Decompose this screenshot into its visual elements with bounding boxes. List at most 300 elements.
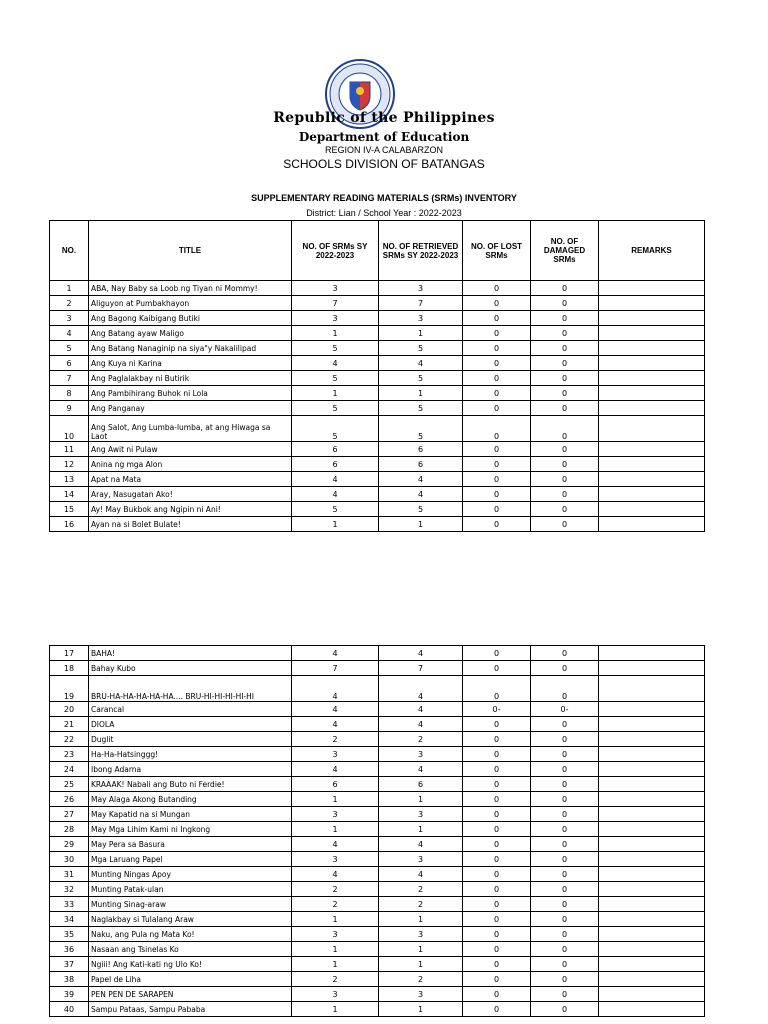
row-srms: 1 (292, 386, 379, 401)
row-lost: 0 (463, 867, 531, 882)
row-lost: 0 (463, 386, 531, 401)
row-title: Ayan na si Bolet Bulate! (89, 517, 292, 532)
row-srms: 4 (292, 867, 379, 882)
row-lost: 0 (463, 472, 531, 487)
row-damaged: 0 (531, 311, 599, 326)
row-srms: 3 (292, 807, 379, 822)
row-remarks (599, 457, 705, 472)
table-row (50, 517, 705, 532)
row-number: 30 (50, 852, 89, 867)
row-remarks (599, 927, 705, 942)
table-row (50, 661, 705, 676)
row-number: 5 (50, 341, 89, 356)
row-srms: 3 (292, 311, 379, 326)
division-header: SCHOOLS DIVISION OF BATANGAS (283, 157, 485, 171)
row-srms: 4 (292, 356, 379, 371)
row-srms: 2 (292, 882, 379, 897)
row-remarks (599, 762, 705, 777)
row-retrieved: 6 (379, 442, 463, 457)
row-remarks (599, 646, 705, 661)
row-title: May Kapatid na si Mungan (89, 807, 292, 822)
row-damaged: 0 (531, 517, 599, 532)
table-row (50, 957, 705, 972)
row-lost: 0 (463, 732, 531, 747)
row-remarks (599, 356, 705, 371)
row-number: 37 (50, 957, 89, 972)
row-retrieved: 1 (379, 517, 463, 532)
row-retrieved: 3 (379, 927, 463, 942)
row-title: Nasaan ang Tsinelas Ko (89, 942, 292, 957)
row-lost: 0 (463, 676, 531, 702)
row-retrieved: 3 (379, 852, 463, 867)
row-number: 22 (50, 732, 89, 747)
row-number: 38 (50, 972, 89, 987)
row-damaged: 0 (531, 897, 599, 912)
row-title: Sampu Pataas, Sampu Pababa (89, 1002, 292, 1017)
row-number: 27 (50, 807, 89, 822)
row-number: 16 (50, 517, 89, 532)
row-remarks (599, 341, 705, 356)
row-number: 2 (50, 296, 89, 311)
table-row (50, 472, 705, 487)
row-srms: 4 (292, 702, 379, 717)
row-remarks (599, 517, 705, 532)
table-row (50, 702, 705, 717)
row-damaged: 0 (531, 717, 599, 732)
row-srms: 5 (292, 502, 379, 517)
row-number: 9 (50, 401, 89, 416)
table-row (50, 676, 705, 702)
republic-header: Republic of the Philippines (273, 110, 495, 126)
region-header: REGION IV-A CALABARZON (324, 145, 444, 155)
row-srms: 4 (292, 487, 379, 502)
table-row (50, 882, 705, 897)
row-srms: 5 (292, 341, 379, 356)
row-title: May Pera sa Basura (89, 837, 292, 852)
row-retrieved: 4 (379, 356, 463, 371)
row-retrieved: 1 (379, 957, 463, 972)
row-srms: 1 (292, 912, 379, 927)
row-retrieved: 1 (379, 792, 463, 807)
row-title: Apat na Mata (89, 472, 292, 487)
row-title: Ang Salot, Ang Lumba-lumba, at ang Hiwaga sa Laot (89, 416, 292, 442)
row-lost: 0 (463, 1002, 531, 1017)
row-title: Aliguyon at Pumbakhayon (89, 296, 292, 311)
row-damaged: 0 (531, 987, 599, 1002)
row-number: 23 (50, 747, 89, 762)
row-retrieved: 4 (379, 867, 463, 882)
table-row (50, 1002, 705, 1017)
row-number: 35 (50, 927, 89, 942)
row-title: KRAAAK! Nabali ang Buto ni Ferdie! (89, 777, 292, 792)
row-remarks (599, 281, 705, 296)
row-title: Naglakbay si Tulalang Araw (89, 912, 292, 927)
row-retrieved: 7 (379, 661, 463, 676)
table-row (50, 311, 705, 326)
row-lost: 0 (463, 957, 531, 972)
row-remarks (599, 867, 705, 882)
row-lost: 0 (463, 777, 531, 792)
row-title: Aray, Nasugatan Ako! (89, 487, 292, 502)
row-damaged: 0 (531, 762, 599, 777)
row-srms: 2 (292, 972, 379, 987)
row-lost: 0 (463, 882, 531, 897)
table-row (50, 987, 705, 1002)
row-remarks (599, 661, 705, 676)
row-lost: 0 (463, 502, 531, 517)
row-remarks (599, 326, 705, 341)
row-srms: 1 (292, 326, 379, 341)
table-row (50, 912, 705, 927)
row-damaged: 0 (531, 371, 599, 386)
row-lost: 0 (463, 646, 531, 661)
row-retrieved: 4 (379, 762, 463, 777)
row-remarks (599, 777, 705, 792)
row-title: Ang Kuya ni Karina (89, 356, 292, 371)
row-lost: 0 (463, 517, 531, 532)
row-title: Ha-Ha-Hatsinggg! (89, 747, 292, 762)
row-damaged: 0 (531, 792, 599, 807)
row-retrieved: 6 (379, 777, 463, 792)
table-row (50, 502, 705, 517)
row-lost: 0 (463, 326, 531, 341)
row-title: Munting Patak-ulan (89, 882, 292, 897)
row-lost: 0 (463, 371, 531, 386)
row-title: Ang Awit ni Pulaw (89, 442, 292, 457)
row-lost: 0 (463, 822, 531, 837)
row-title: Mga Laruang Papel (89, 852, 292, 867)
row-number: 28 (50, 822, 89, 837)
row-title: Carancal (89, 702, 292, 717)
row-damaged: 0- (531, 702, 599, 717)
row-damaged: 0 (531, 416, 599, 442)
row-retrieved: 5 (379, 401, 463, 416)
row-title: PEN PEN DE SARAPEN (89, 987, 292, 1002)
col-header-lost: NO. OF LOST SRMs (463, 221, 531, 281)
row-damaged: 0 (531, 1002, 599, 1017)
row-title: Munting Ningas Apoy (89, 867, 292, 882)
row-lost: 0 (463, 296, 531, 311)
row-srms: 3 (292, 927, 379, 942)
row-damaged: 0 (531, 852, 599, 867)
table-row (50, 401, 705, 416)
row-remarks (599, 882, 705, 897)
row-number: 18 (50, 661, 89, 676)
row-remarks (599, 837, 705, 852)
row-title: Bahay Kubo (89, 661, 292, 676)
row-srms: 4 (292, 837, 379, 852)
row-remarks (599, 676, 705, 702)
row-title: Ang Pambihirang Buhok ni Lola (89, 386, 292, 401)
row-damaged: 0 (531, 732, 599, 747)
row-srms: 4 (292, 762, 379, 777)
row-title: BAHA! (89, 646, 292, 661)
row-remarks (599, 472, 705, 487)
table-body-page1 (50, 281, 705, 532)
row-retrieved: 7 (379, 296, 463, 311)
table-row (50, 457, 705, 472)
row-number: 14 (50, 487, 89, 502)
row-title: Ang Panganay (89, 401, 292, 416)
row-lost: 0 (463, 661, 531, 676)
table-row (50, 326, 705, 341)
row-number: 25 (50, 777, 89, 792)
row-number: 29 (50, 837, 89, 852)
row-srms: 1 (292, 792, 379, 807)
row-title: Ngiii! Ang Kati-kati ng Ulo Ko! (89, 957, 292, 972)
row-number: 7 (50, 371, 89, 386)
row-remarks (599, 702, 705, 717)
row-srms: 6 (292, 442, 379, 457)
row-lost: 0 (463, 281, 531, 296)
row-srms: 3 (292, 987, 379, 1002)
row-retrieved: 1 (379, 326, 463, 341)
row-remarks (599, 732, 705, 747)
row-lost: 0 (463, 457, 531, 472)
row-srms: 2 (292, 732, 379, 747)
row-retrieved: 4 (379, 646, 463, 661)
row-number: 1 (50, 281, 89, 296)
row-retrieved: 3 (379, 281, 463, 296)
document-title: SUPPLEMENTARY READING MATERIALS (SRMs) INVENTORY (251, 193, 517, 203)
row-srms: 3 (292, 747, 379, 762)
table-row (50, 296, 705, 311)
row-damaged: 0 (531, 777, 599, 792)
row-number: 12 (50, 457, 89, 472)
row-damaged: 0 (531, 972, 599, 987)
row-number: 4 (50, 326, 89, 341)
row-remarks (599, 987, 705, 1002)
table-row (50, 762, 705, 777)
row-title: Ang Batang Nanaginip na siya"y Nakalilipad (89, 341, 292, 356)
row-srms: 6 (292, 457, 379, 472)
table-row (50, 281, 705, 296)
row-remarks (599, 852, 705, 867)
row-retrieved: 1 (379, 386, 463, 401)
row-damaged: 0 (531, 646, 599, 661)
row-remarks (599, 792, 705, 807)
row-remarks (599, 296, 705, 311)
row-retrieved: 2 (379, 897, 463, 912)
row-retrieved: 5 (379, 341, 463, 356)
table-row (50, 942, 705, 957)
row-retrieved: 2 (379, 732, 463, 747)
table-row (50, 777, 705, 792)
row-damaged: 0 (531, 386, 599, 401)
row-remarks (599, 957, 705, 972)
table-row (50, 442, 705, 457)
col-header-title: TITLE (89, 221, 292, 281)
document-subtitle: District: Lian / School Year : 2022-2023 (306, 208, 462, 218)
table-row (50, 972, 705, 987)
row-remarks (599, 822, 705, 837)
row-srms: 5 (292, 371, 379, 386)
row-retrieved: 4 (379, 702, 463, 717)
row-lost: 0 (463, 442, 531, 457)
row-number: 39 (50, 987, 89, 1002)
row-damaged: 0 (531, 457, 599, 472)
row-remarks (599, 371, 705, 386)
row-lost: 0 (463, 416, 531, 442)
row-damaged: 0 (531, 341, 599, 356)
row-lost: 0 (463, 927, 531, 942)
table-row (50, 487, 705, 502)
row-lost: 0 (463, 807, 531, 822)
row-retrieved: 5 (379, 502, 463, 517)
row-title: Ang Paglalakbay ni Butirik (89, 371, 292, 386)
table-row (50, 852, 705, 867)
row-lost: 0 (463, 987, 531, 1002)
row-title: Ay! May Bukbok ang Ngipin ni Ani! (89, 502, 292, 517)
row-damaged: 0 (531, 747, 599, 762)
row-lost: 0- (463, 702, 531, 717)
row-retrieved: 1 (379, 822, 463, 837)
row-number: 21 (50, 717, 89, 732)
row-srms: 4 (292, 717, 379, 732)
row-title: BRU-HA-HA-HA-HA-HA.... BRU-HI-HI-HI-HI-HI (89, 676, 292, 702)
table-row (50, 341, 705, 356)
row-retrieved: 2 (379, 972, 463, 987)
row-damaged: 0 (531, 957, 599, 972)
row-number: 36 (50, 942, 89, 957)
row-damaged: 0 (531, 326, 599, 341)
row-lost: 0 (463, 341, 531, 356)
row-srms: 6 (292, 777, 379, 792)
row-damaged: 0 (531, 401, 599, 416)
row-retrieved: 4 (379, 472, 463, 487)
row-title: Munting Sinag-araw (89, 897, 292, 912)
row-lost: 0 (463, 852, 531, 867)
row-retrieved: 5 (379, 371, 463, 386)
row-number: 19 (50, 676, 89, 702)
row-title: Papel de Liha (89, 972, 292, 987)
table-row (50, 792, 705, 807)
row-damaged: 0 (531, 281, 599, 296)
row-remarks (599, 897, 705, 912)
row-number: 17 (50, 646, 89, 661)
row-remarks (599, 416, 705, 442)
department-header: Department of Education (298, 130, 470, 144)
row-retrieved: 6 (379, 457, 463, 472)
table-row (50, 356, 705, 371)
col-header-remarks: REMARKS (599, 221, 705, 281)
col-header-no: NO. (50, 221, 89, 281)
row-remarks (599, 502, 705, 517)
row-lost: 0 (463, 897, 531, 912)
row-srms: 1 (292, 822, 379, 837)
row-number: 32 (50, 882, 89, 897)
row-srms: 2 (292, 897, 379, 912)
row-retrieved: 1 (379, 912, 463, 927)
row-lost: 0 (463, 356, 531, 371)
row-lost: 0 (463, 837, 531, 852)
table-row (50, 646, 705, 661)
row-srms: 3 (292, 281, 379, 296)
row-lost: 0 (463, 747, 531, 762)
row-lost: 0 (463, 311, 531, 326)
row-title: DIOLA (89, 717, 292, 732)
row-retrieved: 3 (379, 807, 463, 822)
row-number: 40 (50, 1002, 89, 1017)
row-number: 24 (50, 762, 89, 777)
table-header-row (50, 221, 705, 281)
row-srms: 1 (292, 1002, 379, 1017)
table-row (50, 837, 705, 852)
row-damaged: 0 (531, 487, 599, 502)
row-lost: 0 (463, 487, 531, 502)
row-damaged: 0 (531, 942, 599, 957)
row-srms: 4 (292, 646, 379, 661)
row-number: 34 (50, 912, 89, 927)
row-number: 20 (50, 702, 89, 717)
inventory-table-page1 (49, 220, 705, 532)
row-remarks (599, 972, 705, 987)
row-srms: 4 (292, 472, 379, 487)
row-lost: 0 (463, 912, 531, 927)
row-title: May Mga Lihim Kami ni Ingkong (89, 822, 292, 837)
row-damaged: 0 (531, 442, 599, 457)
row-title: Duglit (89, 732, 292, 747)
row-damaged: 0 (531, 502, 599, 517)
row-remarks (599, 386, 705, 401)
row-damaged: 0 (531, 296, 599, 311)
row-remarks (599, 401, 705, 416)
row-title: Anina ng mga Alon (89, 457, 292, 472)
row-srms: 4 (292, 676, 379, 702)
row-number: 11 (50, 442, 89, 457)
row-title: Ibong Adarna (89, 762, 292, 777)
table-row (50, 732, 705, 747)
row-srms: 3 (292, 852, 379, 867)
row-number: 26 (50, 792, 89, 807)
row-remarks (599, 807, 705, 822)
table-row (50, 717, 705, 732)
table-row (50, 867, 705, 882)
row-damaged: 0 (531, 912, 599, 927)
col-header-damaged: NO. OF DAMAGED SRMs (531, 221, 599, 281)
row-title: Naku, ang Pula ng Mata Ko! (89, 927, 292, 942)
table-body-page2 (50, 646, 705, 1017)
row-damaged: 0 (531, 356, 599, 371)
row-srms: 1 (292, 942, 379, 957)
row-damaged: 0 (531, 867, 599, 882)
row-srms: 1 (292, 517, 379, 532)
seal-sun-icon (356, 87, 364, 95)
row-number: 13 (50, 472, 89, 487)
row-damaged: 0 (531, 927, 599, 942)
row-srms: 1 (292, 957, 379, 972)
row-lost: 0 (463, 942, 531, 957)
row-lost: 0 (463, 401, 531, 416)
inventory-table-page2 (49, 645, 705, 1017)
col-header-retrieved: NO. OF RETRIEVED SRMs SY 2022-2023 (379, 221, 463, 281)
row-number: 31 (50, 867, 89, 882)
row-retrieved: 5 (379, 416, 463, 442)
table-row (50, 386, 705, 401)
row-title: May Alaga Akong Butanding (89, 792, 292, 807)
table-row (50, 927, 705, 942)
row-retrieved: 4 (379, 676, 463, 702)
row-title: Ang Batang ayaw Maligo (89, 326, 292, 341)
row-title: ABA, Nay Baby sa Loob ng Tiyan ni Mommy! (89, 281, 292, 296)
row-number: 33 (50, 897, 89, 912)
row-lost: 0 (463, 717, 531, 732)
table-row (50, 416, 705, 442)
row-number: 10 (50, 416, 89, 442)
table-row (50, 822, 705, 837)
row-lost: 0 (463, 792, 531, 807)
row-srms: 5 (292, 416, 379, 442)
